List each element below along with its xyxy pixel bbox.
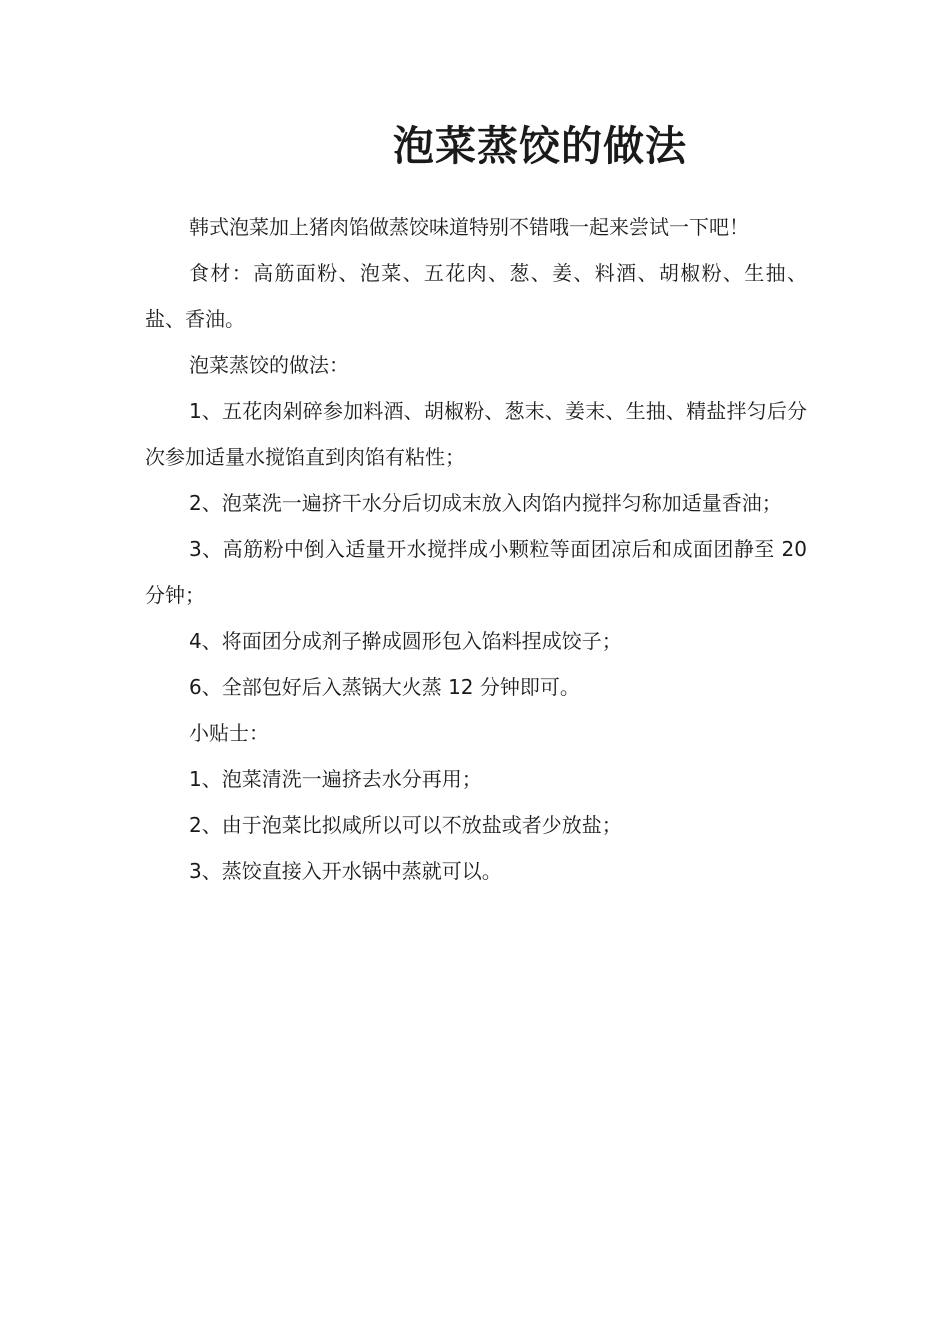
tip-1: 1、泡菜清洗一遍挤去水分再用； (189, 767, 482, 791)
tip-2: 2、由于泡菜比拟咸所以可以不放盐或者少放盐； (189, 813, 622, 837)
step-6: 6、全部包好后入蒸锅大火蒸 12 分钟即可。 (189, 675, 580, 699)
step-4: 4、将面团分成剂子擀成圆形包入馅料捏成饺子； (189, 629, 622, 653)
intro-paragraph: 韩式泡菜加上猪肉馅做蒸饺味道特别不错哦一起来尝试一下吧！ (189, 215, 749, 239)
step-2: 2、泡菜洗一遍挤干水分后切成末放入肉馅内搅拌匀称加适量香油； (189, 491, 782, 515)
document-title: 泡菜蒸饺的做法 (393, 122, 687, 170)
step-1: 1、五花肉剁碎参加料酒、胡椒粉、葱末、姜末、生抽、精盐拌匀后分次参加适量水搅馅直到肉馅有粘性； (145, 399, 807, 469)
step-3: 3、高筋粉中倒入适量开水搅拌成小颗粒等面团凉后和成面团静至 20 分钟； (145, 537, 807, 607)
ingredients-paragraph: 食材：高筋面粉、泡菜、五花肉、葱、姜、料酒、胡椒粉、生抽、盐、香油。 (145, 261, 807, 331)
method-heading: 泡菜蒸饺的做法： (189, 353, 349, 377)
tips-heading: 小贴士： (189, 721, 269, 745)
document-body (145, 204, 807, 894)
tip-3: 3、蒸饺直接入开水锅中蒸就可以。 (189, 859, 502, 883)
